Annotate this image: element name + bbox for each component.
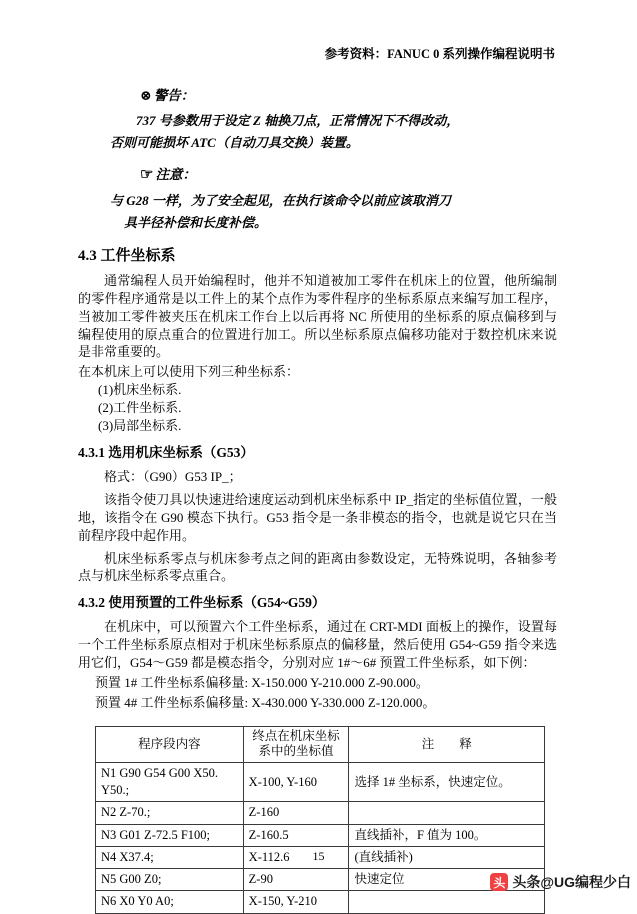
table-row <box>96 869 545 891</box>
table-cell: N5 G00 Z0; <box>96 869 244 891</box>
toutiao-logo: 头 <box>490 873 508 891</box>
warning-icon: ⊗ <box>140 89 152 105</box>
g53-format-line: 格式：（G90）G53 IP_； <box>104 468 242 484</box>
table-cell: X-100, Y-160 <box>243 762 349 802</box>
section-4-3-1-paragraph-2: 机床坐标系零点与机床参考点之间的距离由参数设定，无特殊说明，各轴参考点与机床坐标系零点重合。 <box>78 550 557 584</box>
table-header-endpoint: 终点在机床坐标系中的坐标值 <box>243 726 349 762</box>
table-header-program: 程序段内容 <box>96 726 244 762</box>
coord-list-intro: 在本机床上可以使用下列三种坐标系： <box>78 364 300 380</box>
table-cell: Z-160.5 <box>243 824 349 846</box>
coord-list-item-2: (2)工件坐标系. <box>98 400 182 416</box>
preset-4-line: 预置 4# 工件坐标系偏移量: X-430.000 Y-330.000 Z-120.000。 <box>95 694 436 710</box>
note-title <box>140 165 557 186</box>
watermark-text: 头条@UG编程少白 <box>512 874 631 890</box>
warning-line-2: 否则可能损坏 ATC（自动刀具交换）装置。 <box>110 134 359 150</box>
program-table <box>95 726 545 914</box>
table-header-remark: 注 释 <box>349 726 545 762</box>
table-cell: (直线插补) <box>349 846 545 868</box>
note-line-2: 具半径补偿和长度补偿。 <box>124 215 268 231</box>
section-4-3-2-paragraph: 在机床中，可以预置六个工件坐标系，通过在 CRT-MDI 面板上的操作，设置每一个工件坐标系原点相对于机床坐标系原点的偏移量，然后使用 G54~G59 指令来选用它们，G54～G59 都是模态指令，分别对应 1#～6# 预置工件坐标系，如下例： <box>78 619 557 670</box>
preset-1-line: 预置 1# 工件坐标系偏移量: X-150.000 Y-210.000 Z-90.000。 <box>95 674 429 690</box>
table-cell: N6 X0 Y0 A0; <box>96 891 244 913</box>
table-cell: N4 X37.4; <box>96 846 244 868</box>
warning-title <box>140 87 557 106</box>
table-cell <box>349 891 545 913</box>
page <box>78 46 557 914</box>
section-4-3-title: 4.3 工件坐标系 <box>78 248 176 264</box>
section-4-3-1-paragraph-1: 该指令使刀具以快速进给速度运动到机床坐标系中 IP_指定的坐标值位置，一般地，该指令在 G90 模态下执行。G53 指令是一条非模态的指令，也就是说它只在当前程序段中起作用。 <box>78 491 557 543</box>
table-cell: 直线插补，F 值为 100。 <box>349 824 545 846</box>
warning-label: 警告： <box>153 88 195 104</box>
table-row <box>96 802 545 824</box>
section-4-3-paragraph: 通常编程人员开始编程时，他并不知道被加工零件在机床上的位置，他所编制的零件程序通常是以工件上的某个点作为零件程序的坐标系原点来编写加工程序，当被加工零件被夹压在机床工作台上以后再将 NC 所使用的坐标系的原点偏移到与编程使用的原点重合的位置进行加工。所以坐标系原点偏移功能对于数控机床来说是非常重要的。 <box>78 272 557 360</box>
table-cell: X-150, Y-210 <box>243 891 349 913</box>
table-cell <box>349 802 545 824</box>
warning-block <box>78 87 557 151</box>
note-label: 注意： <box>155 167 196 183</box>
note-line-1: 与 G28 一样，为了安全起见，在执行该命令以前应该取消刀 <box>110 193 451 209</box>
section-4-3-1-title: 4.3.1 选用机床坐标系（G53） <box>78 445 254 461</box>
page-number: 15 <box>312 849 325 863</box>
watermark <box>490 872 631 892</box>
table-cell: Z-160 <box>243 802 349 824</box>
warning-line-1: 737 号参数用于设定 Z 轴换刀点，正常情况下不得改动， <box>136 112 460 128</box>
table-row <box>96 762 545 802</box>
section-4-3-2-title: 4.3.2 使用预置的工件坐标系（G54~G59） <box>78 595 326 611</box>
doc-header: 参考资料：FANUC 0 系列操作编程说明书 <box>324 47 555 61</box>
table-cell: N3 G01 Z-72.5 F100; <box>96 824 244 846</box>
table-cell: Z-90 <box>243 869 349 891</box>
note-block <box>78 165 557 232</box>
table-cell: 选择 1# 坐标系，快速定位。 <box>349 762 545 802</box>
pointing-hand-icon: ☞ <box>140 167 154 184</box>
coord-list-item-3: (3)局部坐标系. <box>98 418 182 434</box>
table-header-row <box>96 726 545 762</box>
table-cell: 快速定位 <box>349 869 545 891</box>
table-row <box>96 824 545 846</box>
table-row <box>96 891 545 913</box>
table-cell: N1 G90 G54 G00 X50. Y50.; <box>96 762 244 802</box>
table-cell: X-112.6 <box>243 846 349 868</box>
coord-list-item-1: (1)机床坐标系. <box>98 382 182 398</box>
table-cell: N2 Z-70.; <box>96 802 244 824</box>
